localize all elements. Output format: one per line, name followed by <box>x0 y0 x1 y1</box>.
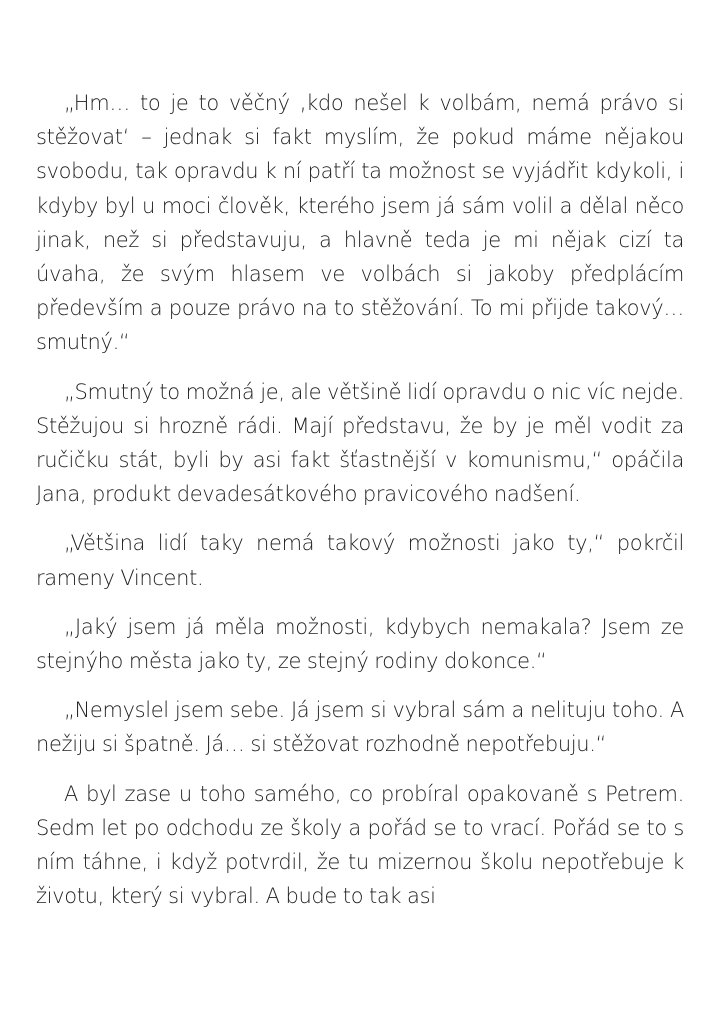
paragraph-3: „Většina lidí taky nemá takový možnosti jako ty,“ pokrčil rameny Vincent. <box>36 531 684 590</box>
paragraph-4: „Jaký jsem já měla možnosti, kdybych nemakala? Jsem ze stejnýho města jako ty, ze stejný rodiny dokonce.“ <box>36 614 684 674</box>
paragraph-2: „Smutný to možná je, ale většině lidí opravdu o nic víc nejde. Stěžujou si hrozně rádi. Mají představu, že by je měl vodit za ručičku stát, byli by asi fakt šťastnější v komunismu,“ opáčila Jana, produkt devadesátkového pravicového nadšení. <box>36 379 684 507</box>
paragraph-5: „Nemyslel jsem sebe. Já jsem si vybral sám a nelituju toho. A nežiju si špatně. Já… si stěžovat rozhodně nepotřebuju.“ <box>36 698 684 757</box>
paragraph-1: „Hm… to je to věčný ‚kdo nešel k volbám, nemá právo si stěžovat‘ – jednak si fakt myslím, že pokud máme nějakou svobodu, tak opravdu k ní patří ta možnost se vyjádřit kdykoli, i kdyby byl u moci člověk, kterého jsem já sám volil a dělal něco jinak, než si představuju, a hlavně teda je mi nějak cizí ta úvaha, že svým hlasem ve volbách si jakoby předplácím především a pouze právo na to stěžování. To mi přijde takový… smutný.“ <box>36 91 684 355</box>
paragraph-6: A byl zase u toho samého, co probíral opakovaně s Petrem. Sedm let po odchodu ze školy a pořád se to vrací. Pořád se to s ním táhne, i když potvrdil, že tu mizernou školu nepotřebuje k životu, který si vybral. A bude to tak asi <box>36 781 684 909</box>
